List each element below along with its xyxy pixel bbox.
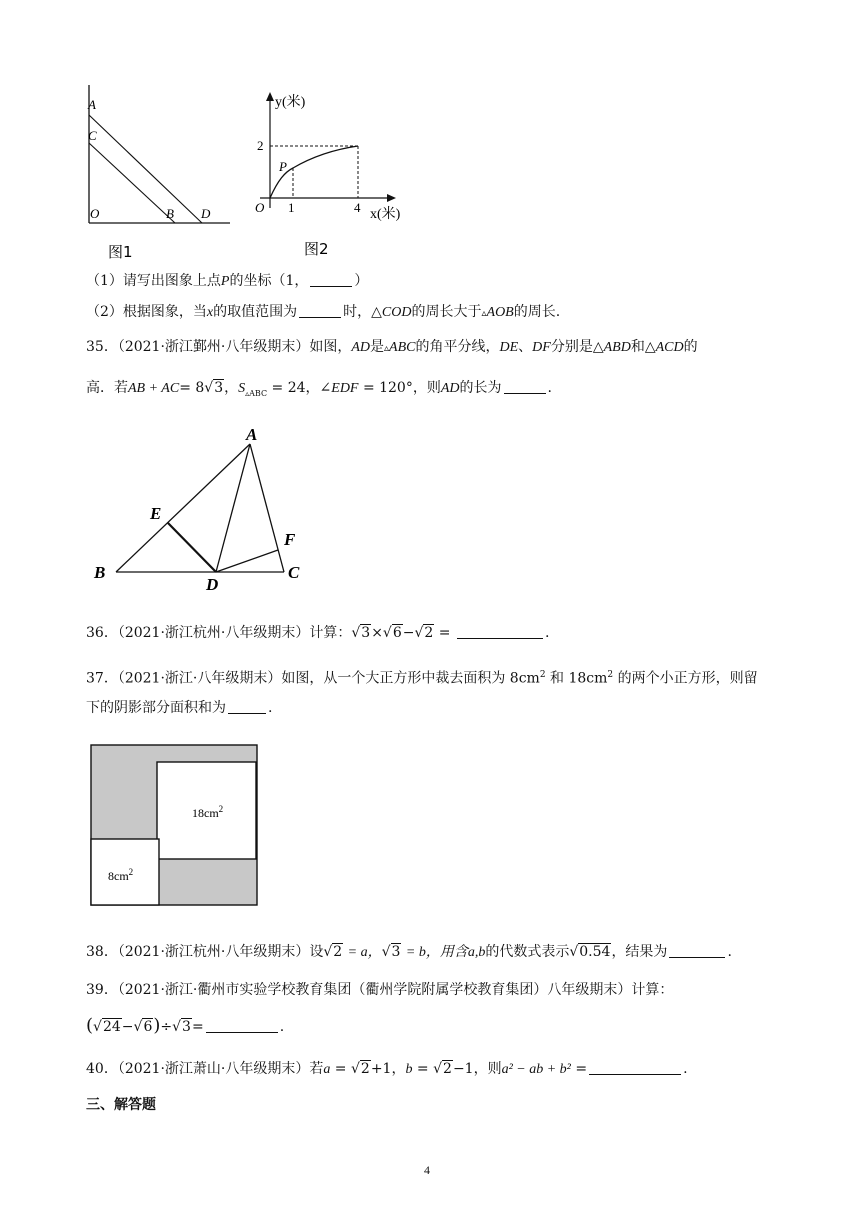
tri-label-b: B	[94, 563, 106, 582]
fig1-label-d: D	[201, 206, 211, 221]
side-ba	[116, 444, 250, 572]
answer-blank[interactable]	[206, 1018, 278, 1033]
tri-label-f: F	[284, 530, 296, 549]
tri-label-d: D	[206, 575, 219, 594]
fig2-point-p: P	[279, 159, 287, 174]
figure-1	[80, 85, 240, 265]
q37-line1: 37．（2021·浙江·八年级期末）如图，从一个大正方形中裁去面积为 $8cm^2$ 和 $18cm^2$ 的两个小正方形，则留	[86, 670, 758, 687]
sqrt-3: √3	[204, 380, 224, 396]
answer-blank[interactable]	[310, 272, 352, 287]
answer-blank[interactable]	[299, 303, 341, 318]
triangle-figure	[88, 420, 318, 595]
fig2-y-label: y(米)	[275, 95, 306, 110]
label-8cm: $8cm^2$	[108, 867, 134, 883]
fig2-x-arrow	[387, 194, 396, 202]
answer-blank[interactable]	[504, 379, 546, 394]
q34-part1: （1）请写出图象上点P的坐标（1， ）	[86, 273, 369, 289]
fig1-label-c: C	[88, 128, 97, 143]
q35-line1: 35．（2021·浙江鄞州·八年级期末）如图，AD是▵ABC的角平分线，DE、DF分别是△ABD和△ACD的	[86, 339, 698, 355]
altitude-de	[168, 523, 216, 572]
q40: 40．（2021·浙江萧山·八年级期末）若a = √2+1，b = √2−1，则a² − ab + b² = .	[86, 1061, 688, 1077]
q39-line1: 39．（2021·浙江·衢州市实验学校教育集团（衢州学院附属学校教育集团）八年级期末）计算：	[86, 982, 674, 998]
answer-blank[interactable]	[457, 624, 543, 639]
fig2-tick-x4: 4	[354, 200, 361, 215]
fig2-x-label: x(米)	[370, 207, 401, 222]
q36: 36．（2021·浙江杭州·八年级期末）计算：√3×√6−√2 = .	[86, 625, 550, 641]
answer-blank[interactable]	[228, 699, 266, 714]
fig1-segment-cd	[89, 143, 175, 223]
fig1-label-a: A	[88, 97, 96, 112]
answer-blank[interactable]	[589, 1060, 681, 1075]
q39-line2: (√24−√6)÷√3= .	[86, 1015, 285, 1036]
fig1-caption: 图1	[108, 243, 133, 261]
q38: 38．（2021·浙江杭州·八年级期末）设√2 = a，√3 = b，用含a,b的代数式表示√0.54，结果为 .	[86, 944, 732, 960]
fig1-segment-ab	[89, 115, 202, 223]
altitude-df	[216, 550, 278, 572]
tri-label-a: A	[246, 425, 258, 444]
fig2-y-arrow	[266, 92, 274, 101]
fig1-label-o: O	[90, 206, 100, 221]
side-ac	[250, 444, 284, 572]
fig1-label-b: B	[166, 206, 174, 221]
page-number: 4	[424, 1163, 430, 1177]
tri-label-e: E	[150, 504, 162, 523]
answer-blank[interactable]	[669, 943, 725, 958]
bisector-ad	[216, 444, 250, 572]
tri-label-c: C	[288, 563, 300, 582]
q37-line2: 下的阴影部分面积和为 .	[86, 700, 273, 716]
q35-line2: 高．若AB + AC= 8√3，$S_{▵ABC} = 24$，∠EDF = 120°，则AD的长为 .	[86, 380, 552, 398]
q34-part2: （2）根据图象，当x的取值范围为 时，△COD的周长大于▵AOB的周长.	[86, 304, 561, 320]
section-heading: 三、解答题	[86, 1097, 156, 1113]
label-18cm: $18cm^2$	[192, 804, 224, 820]
squares-figure	[88, 742, 264, 908]
fig2-tick-y2: 2	[257, 138, 264, 153]
fig2-caption: 图2	[304, 240, 329, 258]
fig2-origin: O	[255, 200, 265, 215]
figure-2	[250, 88, 430, 263]
fig2-tick-x1: 1	[288, 200, 295, 215]
